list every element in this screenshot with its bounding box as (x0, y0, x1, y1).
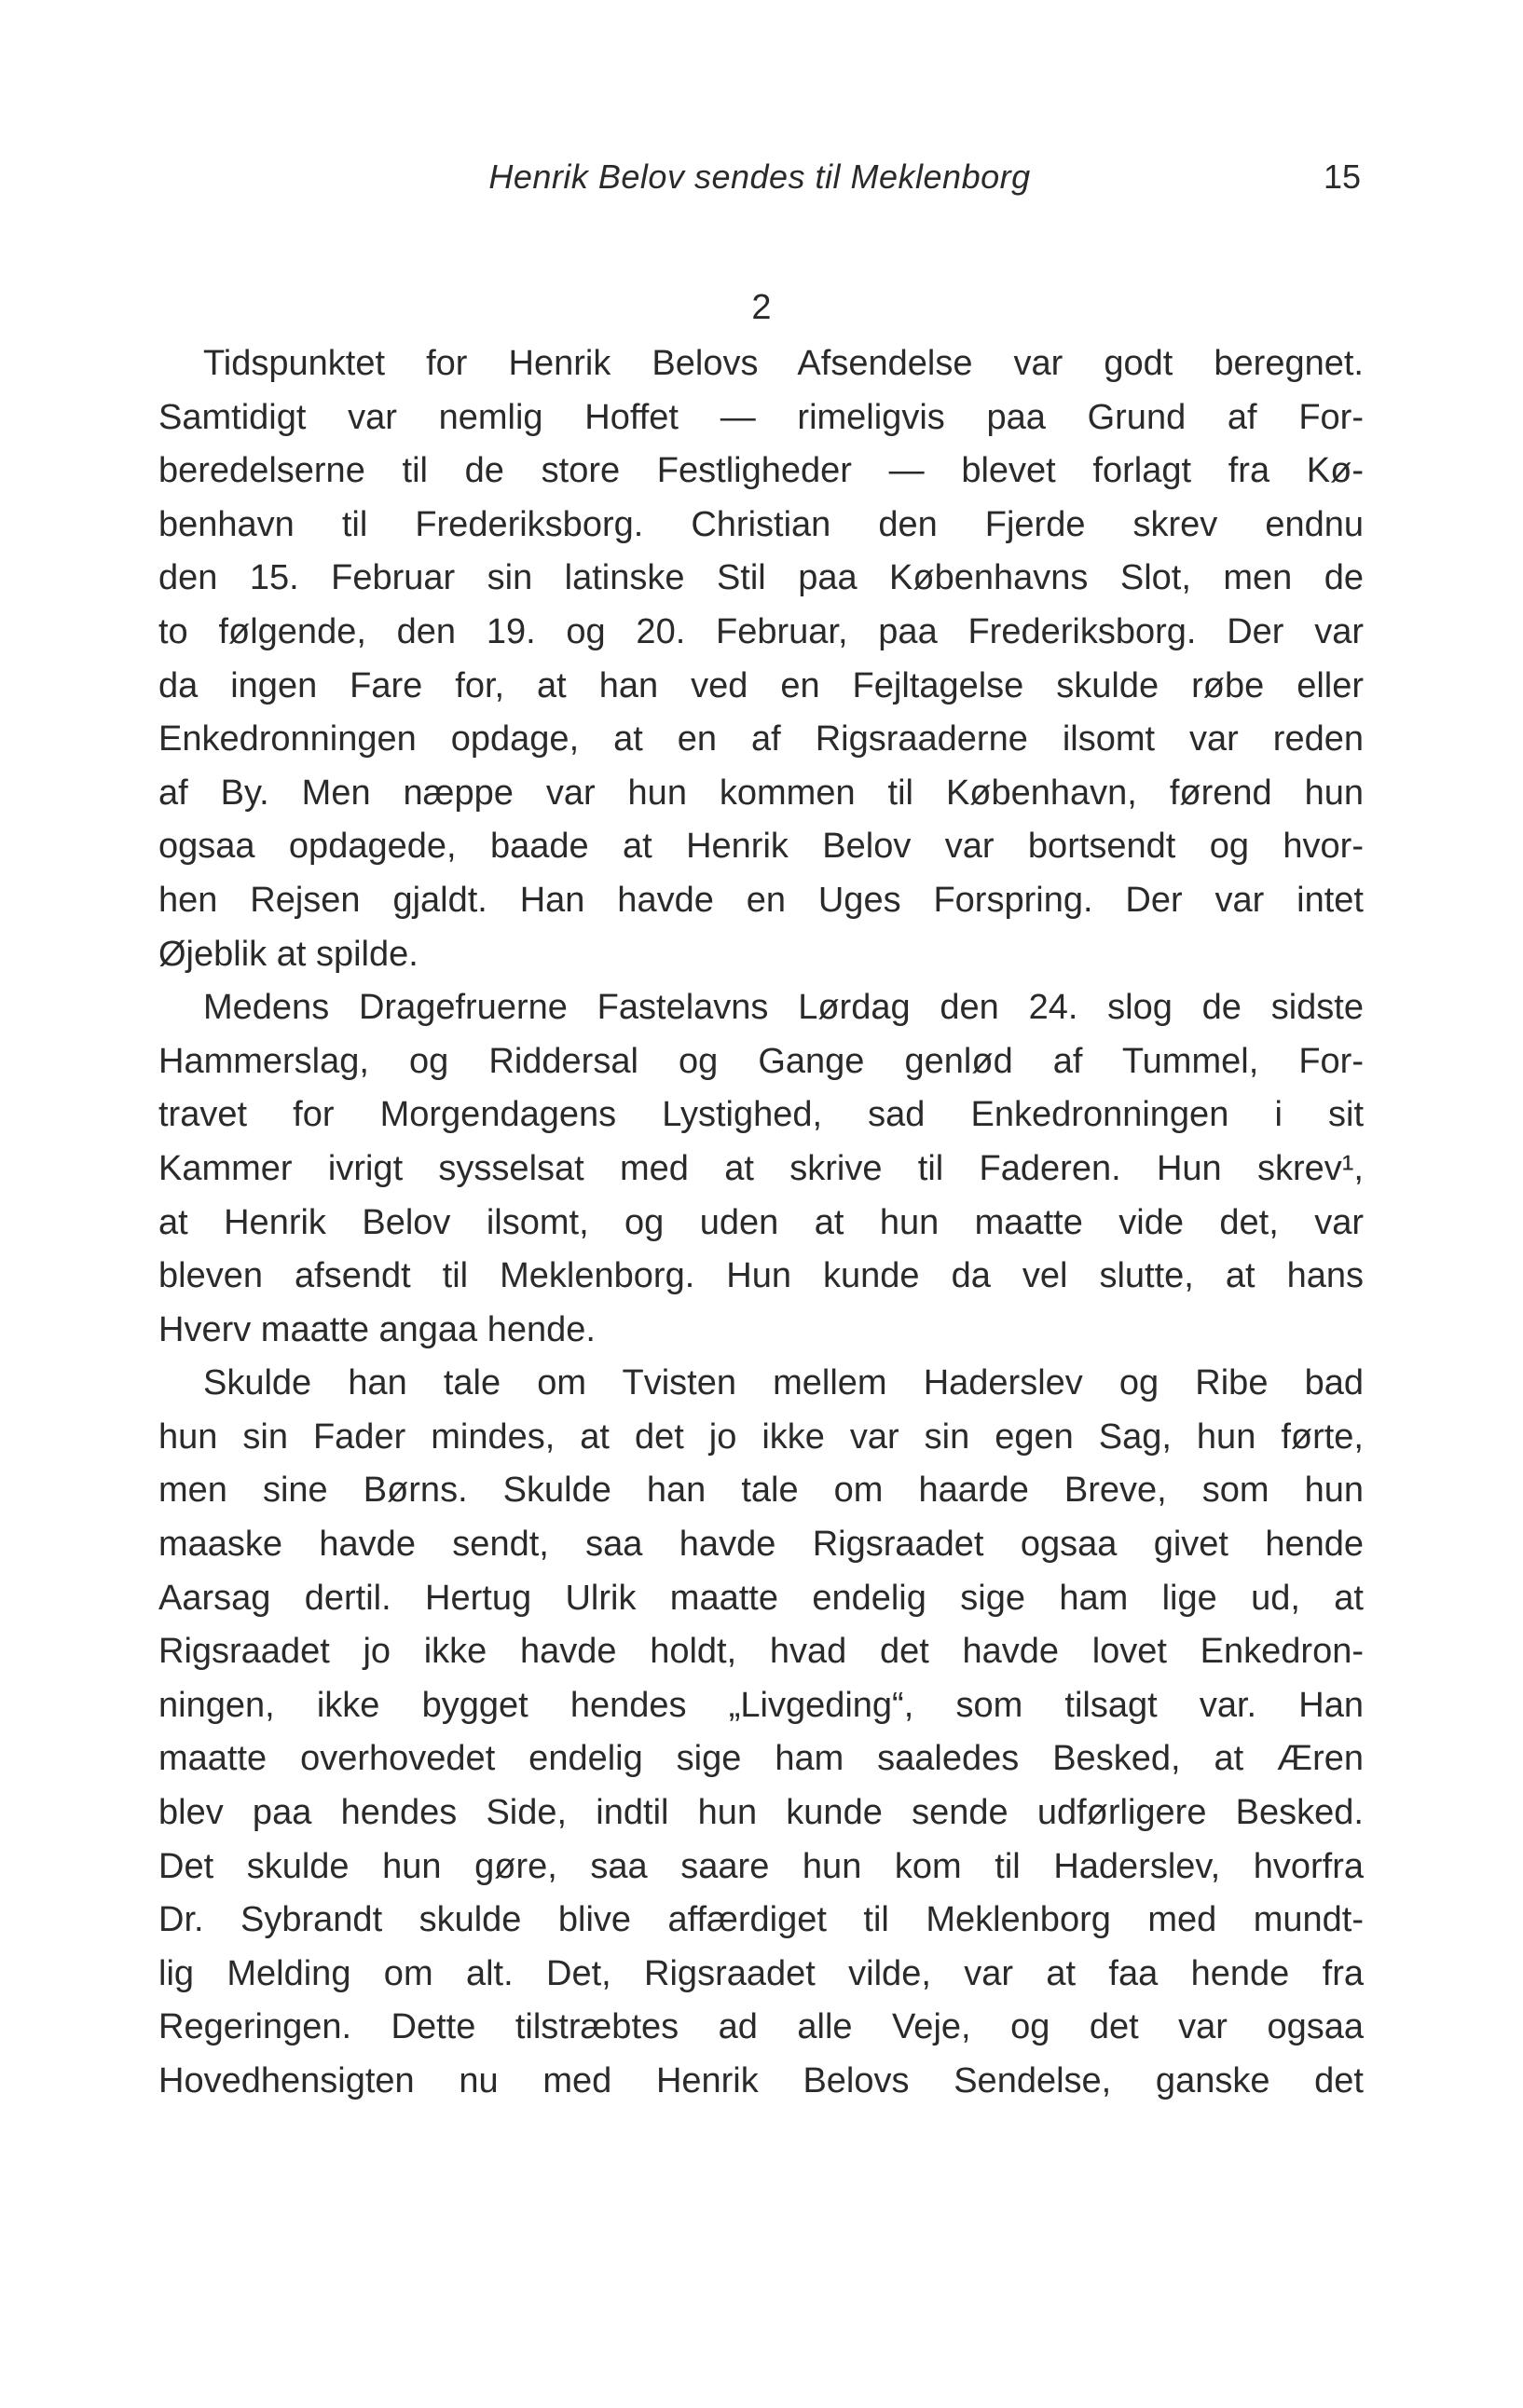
text-line: at Henrik Belov ilsomt, og uden at hun maatte vide det, var (158, 1202, 1364, 1242)
text-line: maaske havde sendt, saa havde Rigsraadet ogsaa givet hende (158, 1525, 1364, 1565)
running-head (158, 154, 1361, 200)
text-line: travet for Morgendagens Lystighed, sad Enkedronningen i sit (158, 1095, 1364, 1135)
text-line: da ingen Fare for, at han ved en Fejltagelse skulde røbe eller (158, 665, 1364, 705)
text-line: Øjeblik at spilde. (158, 934, 418, 974)
text-line: blev paa hendes Side, indtil hun kunde sende udførligere Besked. (158, 1793, 1364, 1833)
running-title: Henrik Belov sendes til Meklenborg (488, 157, 1031, 196)
text-line: Aarsag dertil. Hertug Ulrik maatte endelig sige ham lige ud, at (158, 1578, 1364, 1618)
text-line: lig Melding om alt. Det, Rigsraadet vilde, var at faa hende fra (158, 1953, 1364, 1993)
text-line: Hverv maatte angaa hende. (158, 1309, 596, 1349)
text-line: Enkedronningen opdage, at en af Rigsraaderne ilsomt var reden (158, 719, 1364, 759)
text-line: bleven afsendt til Meklenborg. Hun kunde da vel slutte, at hans (158, 1256, 1364, 1296)
text-line: Dr. Sybrandt skulde blive affærdiget til Meklenborg med mundt- (158, 1900, 1364, 1940)
body-text (158, 337, 1364, 2109)
text-line: men sine Børns. Skulde han tale om haarde Breve, som hun (158, 1471, 1364, 1511)
text-line: beredelserne til de store Festligheder — blevet forlagt fra Kø- (158, 451, 1364, 491)
text-line: maatte overhovedet endelig sige ham saaledes Besked, at Æren (158, 1739, 1364, 1779)
text-line: Kammer ivrigt sysselsat med at skrive til Faderen. Hun skrev¹, (158, 1148, 1364, 1188)
text-line: ogsaa opdagede, baade at Henrik Belov var bortsendt og hvor- (158, 827, 1364, 867)
text-line: Regeringen. Dette tilstræbtes ad alle Veje, og det var ogsaa (158, 2007, 1364, 2047)
text-line: Medens Dragefruerne Fastelavns Lørdag den 24. slog de sidste (203, 988, 1364, 1028)
text-line: hun sin Fader mindes, at det jo ikke var sin egen Sag, hun førte, (158, 1416, 1364, 1457)
text-line: to følgende, den 19. og 20. Februar, paa Frederiksborg. Der var (158, 611, 1364, 651)
text-line: Skulde han tale om Tvisten mellem Haderslev og Ribe bad (203, 1363, 1364, 1403)
text-line: af By. Men næppe var hun kommen til København, førend hun (158, 773, 1364, 813)
text-line: benhavn til Frederiksborg. Christian den Fjerde skrev endnu (158, 504, 1364, 544)
text-line: den 15. Februar sin latinske Stil paa Københavns Slot, men de (158, 558, 1364, 598)
text-line: Hovedhensigten nu med Henrik Belovs Sendelse, ganske det (158, 2061, 1364, 2100)
page-number: 15 (1323, 157, 1361, 196)
text-line: Rigsraadet jo ikke havde holdt, hvad det havde lovet Enkedron- (158, 1632, 1364, 1672)
text-line: Hammerslag, og Riddersal og Gange genlød af Tummel, For- (158, 1041, 1364, 1081)
text-line: ningen, ikke bygget hendes „Livgeding“, som tilsagt var. Han (158, 1685, 1364, 1725)
text-line: Det skulde hun gøre, saa saare hun kom til Haderslev, hvorfra (158, 1846, 1364, 1886)
text-line: hen Rejsen gjaldt. Han havde en Uges Forspring. Der var intet (158, 880, 1364, 920)
chapter-number: 2 (751, 288, 772, 327)
text-line: Tidspunktet for Henrik Belovs Afsendelse var godt beregnet. (203, 344, 1364, 383)
text-line: Samtidigt var nemlig Hoffet — rimeligvis paa Grund af For- (158, 397, 1364, 437)
